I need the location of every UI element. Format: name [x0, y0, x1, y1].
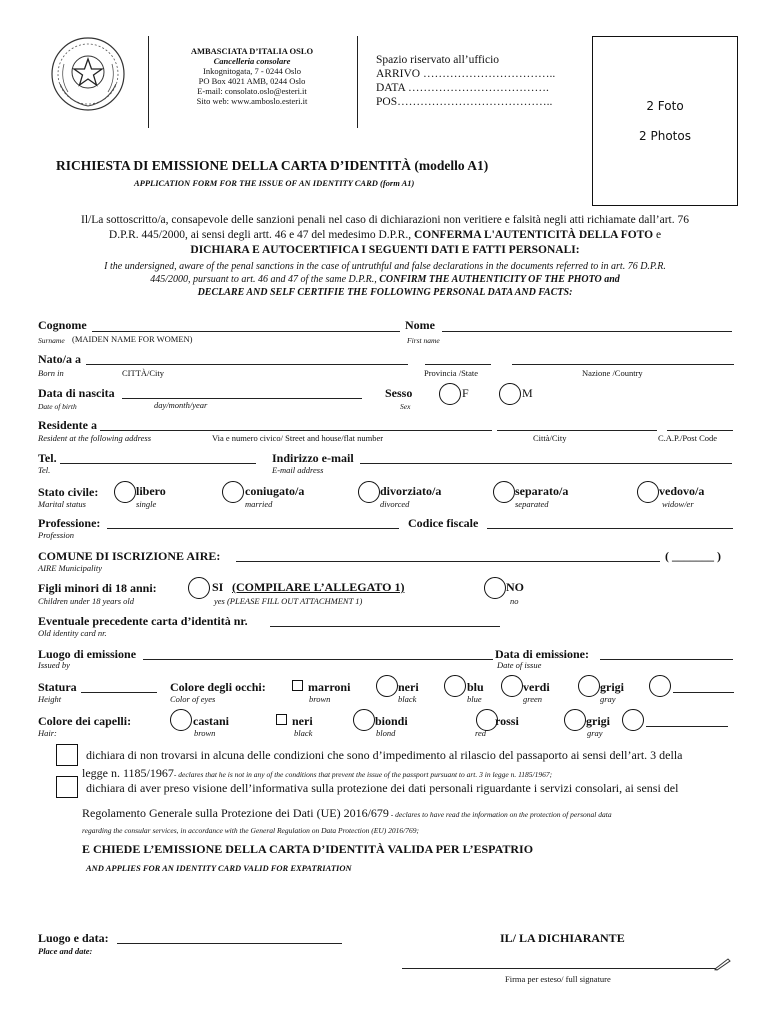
eyes-brown-label-en: brown [309, 694, 331, 704]
aire-municipality-input[interactable] [236, 561, 660, 562]
no-impediment-law: legge n. 1185/1967 [82, 766, 174, 780]
province-sublabel: Provincia /State [424, 368, 479, 378]
signature-input[interactable] [402, 968, 716, 969]
hair-other-radio[interactable] [622, 709, 644, 731]
hair-other-input[interactable] [646, 726, 728, 727]
issue-date-input[interactable] [600, 659, 733, 660]
issue-place-input[interactable] [143, 659, 493, 660]
height-label: Statura [38, 680, 77, 694]
embassy-name: AMBASCIATA D’ITALIA OSLO [190, 46, 314, 56]
declaration-en-line3: DECLARE AND SELF CERTIFIE THE FOLLOWING PERSONAL DATA AND FACTS: [197, 287, 573, 298]
hair-brown-radio[interactable] [170, 709, 192, 731]
italian-emblem-logo [48, 34, 128, 114]
request-statement: E CHIEDE L’EMISSIONE DELLA CARTA D’IDENTITÀ VALIDA PER L’ESPATRIO [82, 842, 534, 856]
height-label-en: Height [38, 694, 62, 704]
eyes-green-label: verdi [523, 680, 550, 694]
eyes-brown-label: marroni [308, 680, 351, 694]
birthplace-country-input[interactable] [512, 364, 734, 365]
eye-color-label: Colore degli occhi: [170, 680, 266, 694]
previous-id-label: Eventuale precedente carta d’identità nr. [38, 614, 248, 628]
marital-divorced-radio[interactable] [358, 481, 380, 503]
maiden-name-note: (MAIDEN NAME FOR WOMEN) [72, 334, 193, 344]
marital-status-label-en: Marital status [38, 499, 86, 509]
eyes-brown-checkbox[interactable] [292, 680, 303, 691]
children-fill-attachment: (COMPILARE L’ALLEGATO 1) [232, 580, 405, 594]
place-date-label: Luogo e data: [38, 931, 109, 945]
marital-widowed-label: vedovo/a [659, 484, 705, 498]
sex-m-radio[interactable] [499, 383, 521, 405]
hair-brown-label-en: brown [194, 728, 216, 738]
marital-divorced-label-en: divorced [380, 499, 410, 509]
privacy-checkbox[interactable] [56, 776, 78, 798]
eye-color-label-en: Color of eyes [170, 694, 216, 704]
birthdate-label: Data di nascita [38, 386, 115, 400]
email-label: Indirizzo e-mail [272, 451, 354, 465]
hair-brown-label: castani [193, 714, 229, 728]
office-data: DATA ………………………………. [376, 82, 549, 94]
children-yes-label-en: yes (PLEASE FILL OUT ATTACHMENT 1) [214, 596, 363, 606]
hair-blond-label: biondi [375, 714, 408, 728]
phone-input[interactable] [60, 463, 256, 464]
phone-label-en: Tel. [38, 465, 51, 475]
eyes-blue-label: blu [467, 680, 484, 694]
hair-red-label-en: red [475, 728, 487, 738]
postcode-sublabel: C.A.P./Post Code [658, 433, 718, 443]
children-label-en: Children under 18 years old [38, 596, 135, 606]
eyes-blue-label-en: blue [467, 694, 482, 704]
children-label: Figli minori di 18 anni: [38, 581, 157, 595]
marital-widowed-label-en: widow/er [662, 499, 694, 509]
hair-gray-radio[interactable] [564, 709, 586, 731]
hair-black-label: neri [292, 714, 313, 728]
signature-label: Firma per esteso/ full signature [505, 974, 611, 984]
website-contact: Sito web: www.amboslo.esteri.it [196, 96, 308, 106]
photo-label-it: 2 Foto [646, 99, 684, 113]
hair-blond-label-en: blond [376, 728, 396, 738]
declaration-it-line1: Il/La sottoscritto/a, consapevole delle sanzioni penali nel caso di dichiarazioni non veritiere e falsità negli atti richiamate dall’art. 76 [81, 214, 689, 226]
street-sublabel: Via e numero civico/ Street and house/flat number [212, 433, 384, 443]
marital-single-radio[interactable] [114, 481, 136, 503]
hair-blond-radio[interactable] [353, 709, 375, 731]
profession-label-en: Profession [38, 530, 75, 540]
birthplace-label: Nato/a a [38, 352, 81, 366]
hair-black-checkbox[interactable] [276, 714, 287, 725]
no-impediment-text: dichiara di non trovarsi in alcuna delle condizioni che sono d’impedimento al rilascio del passaporto ai sensi dell’art. 3 della [86, 748, 683, 762]
place-date-label-en: Place and date: [38, 946, 93, 956]
aire-municipality-label: COMUNE DI ISCRIZIONE AIRE: [38, 549, 221, 563]
city-sublabel: CITTÀ/City [122, 368, 165, 378]
previous-id-input[interactable] [270, 626, 500, 627]
marital-widowed-radio[interactable] [637, 481, 659, 503]
declarant-label: IL/ LA DICHIARANTE [500, 931, 625, 945]
email-input[interactable] [360, 463, 732, 464]
birthdate-label-en: Date of birth [38, 402, 77, 411]
eyes-black-label: neri [398, 680, 419, 694]
request-statement-en: AND APPLIES FOR AN IDENTITY CARD VALID FOR EXPATRIATION [86, 863, 352, 873]
children-no-radio[interactable] [484, 577, 506, 599]
hair-color-label: Colore dei capelli: [38, 714, 132, 728]
office-use-block [376, 53, 555, 109]
marital-married-label-en: married [245, 499, 273, 509]
declaration-en-line1: I the undersigned, aware of the penal sanctions in the case of untruthful and false declarations in the documents referred to in art. 76 D.P.R. [104, 261, 666, 272]
address-line-2: PO Box 4021 AMB, 0244 Oslo [198, 76, 306, 86]
aire-municipality-label-en: AIRE Municipality [38, 563, 102, 573]
tax-code-input[interactable] [487, 528, 733, 529]
eyes-black-label-en: black [398, 694, 417, 704]
hair-gray-label-en: gray [587, 728, 603, 738]
declaration-it-line2: D.P.R. 445/2000, ai sensi degli artt. 46 e 47 del medesimo D.P.R., CONFERMA L'AUTENTICITÀ DELLA FOTO e [108, 229, 662, 241]
consular-office: Cancelleria consolare [213, 56, 291, 66]
eyes-other-radio[interactable] [649, 675, 671, 697]
office-use-title: Spazio riservato all’ufficio [376, 54, 500, 66]
eyes-other-input[interactable] [673, 692, 734, 693]
children-yes-radio[interactable] [188, 577, 210, 599]
residence-postcode-input[interactable] [667, 430, 733, 431]
marital-separated-radio[interactable] [493, 481, 515, 503]
first-name-label-en: First name [407, 336, 440, 345]
children-no-label-en: no [510, 596, 519, 606]
profession-input[interactable] [107, 528, 399, 529]
eyes-green-label-en: green [523, 694, 543, 704]
birthdate-format: day/month/year [154, 400, 208, 410]
height-input[interactable] [81, 692, 157, 693]
surname-input[interactable] [92, 331, 400, 332]
photo-label-en: 2 Photos [639, 129, 691, 143]
form-title: RICHIESTA DI EMISSIONE DELLA CARTA D’IDENTITÀ (modello A1) [56, 158, 489, 173]
sex-label-en: Sex [400, 402, 411, 411]
email-label-en: E-mail address [272, 465, 324, 475]
privacy-text: dichiara di aver preso visione dell’informativa sulla protezione dei dati personali riguardante i servizi consolari, ai sensi del [86, 781, 679, 795]
birthplace-label-en: Born in [38, 368, 64, 378]
children-yes-label: SI [212, 580, 224, 594]
pen-icon [714, 957, 732, 976]
residence-city-input[interactable] [497, 430, 657, 431]
marital-status-label: Stato civile: [38, 485, 99, 499]
surname-label-en: Surname [38, 336, 65, 345]
birthplace-city-input[interactable] [86, 364, 408, 365]
no-impediment-text-en: - declares that he is not in any of the conditions that prevent the issue of the passport pursuant to art. 3 in legge n. 1185/1967; [173, 770, 553, 779]
hair-red-label: rossi [495, 714, 519, 728]
marital-married-radio[interactable] [222, 481, 244, 503]
marital-separated-label-en: separated [515, 499, 549, 509]
eyes-gray-radio[interactable] [578, 675, 600, 697]
office-arrivo: ARRIVO …………………………….. [376, 68, 556, 80]
hair-black-label-en: black [294, 728, 313, 738]
eyes-black-radio[interactable] [376, 675, 398, 697]
place-date-input[interactable] [117, 943, 342, 944]
marital-married-label: coniugato/a [245, 484, 305, 498]
residence-label: Residente a [38, 418, 97, 432]
eyes-gray-label-en: gray [600, 694, 616, 704]
surname-label: Cognome [38, 318, 87, 332]
declaration-it-line3: DICHIARA E AUTOCERTIFICA I SEGUENTI DATI E FATTI PERSONALI: [190, 244, 580, 256]
aire-province-paren: ( _______ ) [665, 549, 721, 563]
issue-date-label-en: Date of issue [497, 660, 542, 670]
form-subtitle: APPLICATION FORM FOR THE ISSUE OF AN IDENTITY CARD (form A1) [134, 178, 415, 188]
eyes-green-radio[interactable] [501, 675, 523, 697]
residence-street-input[interactable] [100, 430, 492, 431]
sex-f-label: F [462, 386, 469, 400]
children-no-label: NO [506, 580, 524, 594]
first-name-input[interactable] [442, 331, 732, 332]
phone-label: Tel. [38, 451, 57, 465]
privacy-text-en-2: regarding the consular services, in accordance with the General Regulation on Data Protection (EU) 2016/769; [82, 826, 419, 835]
eyes-gray-label: grigi [600, 680, 624, 694]
eyes-blue-radio[interactable] [444, 675, 466, 697]
issue-date-label: Data di emissione: [495, 647, 589, 661]
sex-m-label: M [522, 386, 533, 400]
birthplace-province-input[interactable] [425, 364, 491, 365]
sex-label: Sesso [385, 386, 413, 400]
marital-divorced-label: divorziato/a [380, 484, 442, 498]
previous-id-label-en: Old identity card nr. [38, 628, 107, 638]
no-impediment-checkbox[interactable] [56, 744, 78, 766]
residence-label-en: Resident at the following address [38, 433, 152, 443]
marital-single-label-en: single [136, 499, 157, 509]
issue-place-label-en: Issued by [38, 660, 70, 670]
marital-separated-label: separato/a [515, 484, 569, 498]
country-sublabel: Nazione /Country [582, 368, 643, 378]
office-pos: POS………………………………….. [376, 96, 553, 108]
marital-single-label: libero [136, 484, 166, 498]
birthdate-input[interactable] [122, 398, 362, 399]
profession-label: Professione: [38, 516, 101, 530]
declaration-en-line2: 445/2000, pursuant to art. 46 and 47 of the same D.P.R., CONFIRM THE AUTHENTICITY OF THE PHOTO and [150, 274, 620, 285]
city-sublabel-2: Città/City [533, 433, 567, 443]
address-line-1: Inkognitogata, 7 - 0244 Oslo [203, 66, 301, 76]
hair-color-label-en: Hair: [38, 728, 57, 738]
sex-f-radio[interactable] [439, 383, 461, 405]
first-name-label: Nome [405, 318, 435, 332]
privacy-text-en: - declares to have read the information on the protection of personal data [388, 810, 612, 819]
privacy-regulation: Regolamento Generale sulla Protezione dei Dati (UE) 2016/679 [82, 806, 389, 820]
hair-gray-label: grigi [586, 714, 610, 728]
tax-code-label: Codice fiscale [408, 516, 479, 530]
email-contact: E-mail: consolato.oslo@esteri.it [197, 86, 307, 96]
photo-box [592, 36, 738, 206]
issue-place-label: Luogo di emissione [38, 647, 137, 661]
